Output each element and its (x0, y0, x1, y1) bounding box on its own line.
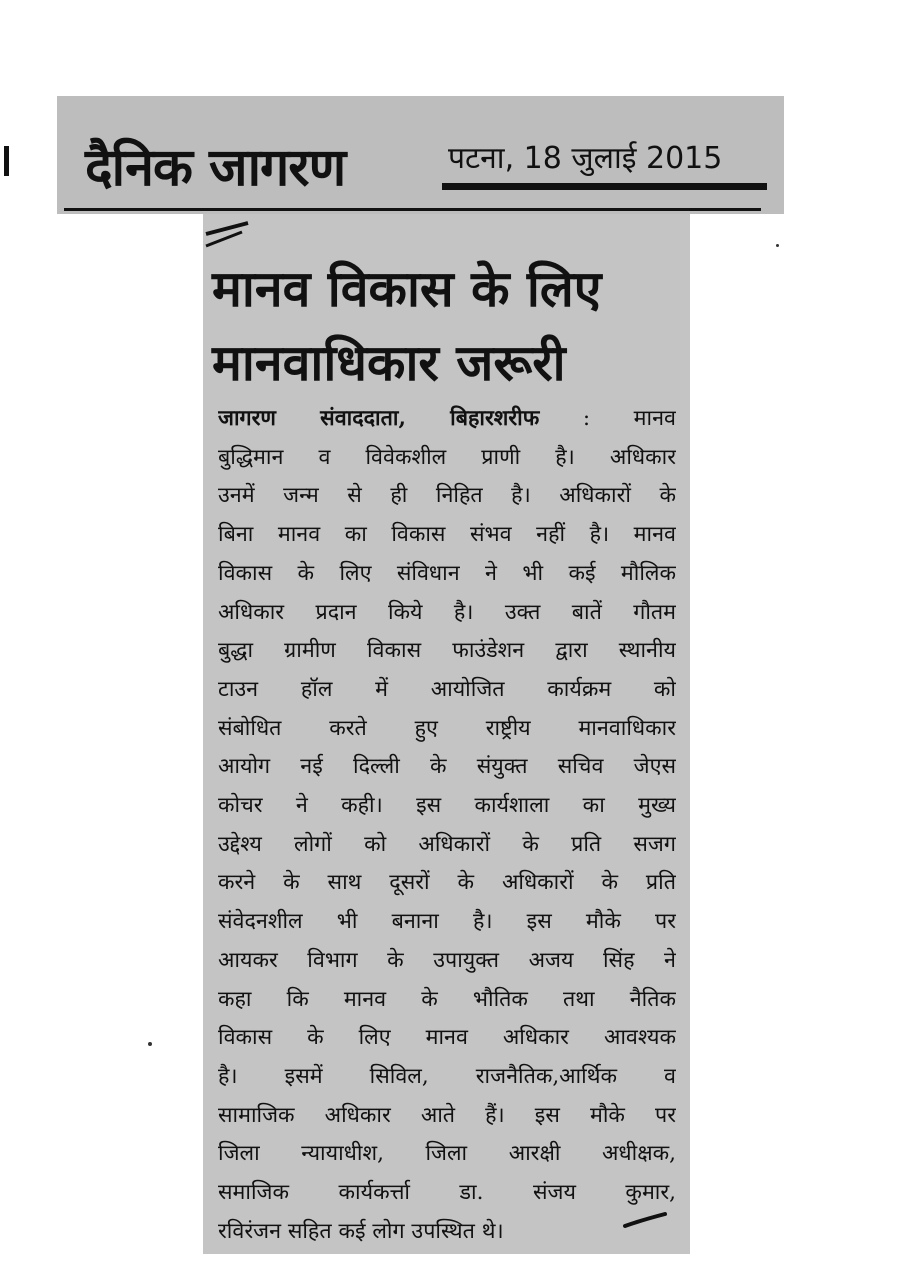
masthead-rule (64, 208, 761, 211)
body-line: है। इसमें सिविल, राजनैतिक,आर्थिक व (218, 1063, 676, 1089)
body-line (218, 400, 676, 439)
body-line: विकास के लिए संविधान ने भी कई मौलिक (218, 560, 676, 586)
scan-speck (148, 1042, 152, 1046)
body-line: टाउन हॉल में आयोजित कार्यक्रम को (218, 676, 676, 702)
body-line: संबोधित करते हुए राष्ट्रीय मानवाधिकार (218, 715, 676, 741)
masthead-left-bar (4, 146, 9, 176)
body-line: बुद्धा ग्रामीण विकास फाउंडेशन द्वारा स्थानीय (218, 638, 676, 664)
body-line: अधिकार प्रदान किये है। उक्त बातें गौतम (218, 599, 676, 625)
body-line: करने के साथ दूसरों के अधिकारों के प्रति (218, 870, 676, 896)
body-line: बिना मानव का विकास संभव नहीं है। मानव (218, 522, 676, 548)
slash-mark-icon (202, 220, 252, 248)
dateline-rule (442, 183, 767, 190)
article-headline (212, 252, 682, 400)
body-line: जिला न्यायाधीश, जिला आरक्षी अधीक्षक, (218, 1141, 676, 1167)
body-line: कोचर ने कही। इस कार्यशाला का मुख्य (218, 793, 676, 819)
body-line: विकास के लिए मानव अधिकार आवश्यक (218, 1025, 676, 1051)
body-line: उनमें जन्म से ही निहित है। अधिकारों के (218, 483, 676, 509)
body-line: समाजिक कार्यकर्त्ता डा. संजय कुमार, (218, 1180, 676, 1206)
headline-line-2: मानवाधिकार जरूरी (212, 334, 566, 392)
body-line-text: : मानव (539, 406, 676, 431)
headline-line-1: मानव विकास के लिए (212, 260, 602, 318)
body-line: सामाजिक अधिकार आते हैं। इस मौके पर (218, 1102, 676, 1128)
body-line: संवेदनशील भी बनाना है। इस मौके पर (218, 909, 676, 935)
body-line: आयोग नई दिल्ली के संयुक्त सचिव जेएस (218, 754, 676, 780)
body-line: कहा कि मानव के भौतिक तथा नैतिक (218, 986, 676, 1012)
body-line: बुद्धिमान व विवेकशील प्राणी है। अधिकार (218, 444, 676, 470)
dateline: पटना, 18 जुलाई 2015 (448, 141, 723, 176)
end-mark-icon (622, 1210, 668, 1230)
scan-speck (776, 244, 779, 247)
article-body (218, 400, 676, 1251)
byline: जागरण संवाददाता, बिहारशरीफ (218, 406, 540, 431)
body-line: उद्देश्य लोगों को अधिकारों के प्रति सजग (218, 831, 676, 857)
body-line: आयकर विभाग के उपायुक्त अजय सिंह ने (218, 947, 676, 973)
newspaper-name: दैनिक जागरण (85, 138, 346, 198)
body-line: रविरंजन सहित कई लोग उपस्थित थे। (218, 1218, 504, 1244)
